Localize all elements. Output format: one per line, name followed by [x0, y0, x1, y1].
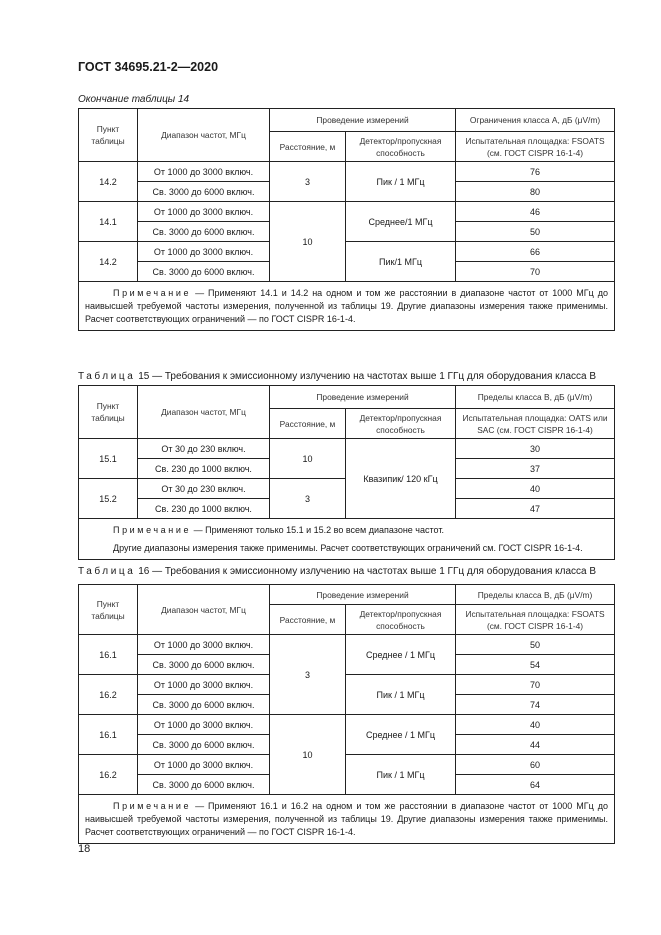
distance-cell: 10: [270, 202, 346, 282]
header-range: Диапазон частот, МГц: [138, 386, 270, 439]
detector-cell: Пик / 1 МГц: [346, 675, 456, 715]
table15-note: [79, 519, 615, 560]
distance-cell: 3: [270, 635, 346, 715]
range-cell: Св. 230 до 1000 включ.: [138, 459, 270, 479]
limit-cell: 74: [456, 695, 615, 715]
range-cell: Св. 3000 до 6000 включ.: [138, 222, 270, 242]
table-row: [79, 755, 615, 775]
detector-cell: Пик / 1 МГц: [346, 755, 456, 795]
table-row: [79, 242, 615, 262]
header-range: Диапазон частот, МГц: [138, 585, 270, 635]
header-limits: Пределы класса В, дБ (μV/m): [456, 386, 615, 409]
range-cell: Св. 3000 до 6000 включ.: [138, 735, 270, 755]
limit-cell: 50: [456, 635, 615, 655]
table16-caption: Таблица 16 — Требования к эмиссионному излучению на частотах выше 1 ГГц для оборудования класса В: [78, 566, 597, 577]
table14: [78, 108, 615, 331]
table16-note: [79, 795, 615, 844]
distance-cell: 3: [270, 479, 346, 519]
note-text-2: Другие диапазоны измерения также применимы. Расчет соответствующих ограничений см. ГОСТ CISPR 16-1-4.: [113, 543, 583, 553]
limit-cell: 50: [456, 222, 615, 242]
header-range: Диапазон частот, МГц: [138, 109, 270, 162]
item-cell: 15.2: [79, 479, 138, 519]
header-distance: Расстояние, м: [270, 605, 346, 635]
header-measurements: Проведение измерений: [270, 109, 456, 132]
item-cell: 14.2: [79, 162, 138, 202]
limit-cell: 66: [456, 242, 615, 262]
header-item: Пункт таблицы: [79, 386, 138, 439]
distance-cell: 3: [270, 162, 346, 202]
detector-cell: Среднее / 1 МГц: [346, 635, 456, 675]
table14-note: [79, 282, 615, 331]
page-number: 18: [78, 843, 91, 855]
table-row: [79, 715, 615, 735]
item-cell: 16.1: [79, 715, 138, 755]
header-item: Пункт таблицы: [79, 109, 138, 162]
detector-cell: Квазипик/ 120 кГц: [346, 439, 456, 519]
header-test-site: Испытательная площадка: FSOATS (см. ГОСТ CISPR 16-1-4): [456, 605, 615, 635]
header-limits: Ограничения класса А, дБ (μV/m): [456, 109, 615, 132]
header-limits: Пределы класса В, дБ (μV/m): [456, 585, 615, 605]
item-cell: 16.1: [79, 635, 138, 675]
limit-cell: 44: [456, 735, 615, 755]
range-cell: От 30 до 230 включ.: [138, 439, 270, 459]
table-row: [79, 162, 615, 182]
note-label: Примечание: [113, 288, 192, 298]
limit-cell: 47: [456, 499, 615, 519]
range-cell: Св. 230 до 1000 включ.: [138, 499, 270, 519]
limit-cell: 70: [456, 262, 615, 282]
detector-cell: Пик / 1 МГц: [346, 162, 456, 202]
header-test-site: Испытательная площадка: FSOATS (см. ГОСТ CISPR 16-1-4): [456, 132, 615, 162]
distance-cell: 10: [270, 715, 346, 795]
note-label: Примечание: [113, 801, 192, 811]
table16: [78, 584, 615, 844]
range-cell: От 1000 до 3000 включ.: [138, 755, 270, 775]
limit-cell: 40: [456, 479, 615, 499]
detector-cell: Пик/1 МГц: [346, 242, 456, 282]
limit-cell: 30: [456, 439, 615, 459]
detector-cell: Среднее / 1 МГц: [346, 715, 456, 755]
limit-cell: 64: [456, 775, 615, 795]
note-label: Примечание: [113, 525, 192, 535]
note-text: — Применяют 14.1 и 14.2 на одном и том же расстоянии в диапазоне частот от 1000 МГц до наивысшей требуемой частоты измерения, полученной из таблицы 19. Другие диапазоны измерения также применимы. Расчет соответствующих ограничений — по ГОСТ CISPR 16-1-4.: [85, 288, 609, 324]
limit-cell: 54: [456, 655, 615, 675]
table-row: [79, 439, 615, 459]
limit-cell: 46: [456, 202, 615, 222]
header-test-site: Испытательная площадка: OATS или SAC (см. ГОСТ CISPR 16-1-4): [456, 409, 615, 439]
item-cell: 15.1: [79, 439, 138, 479]
header-item: Пункт таблицы: [79, 585, 138, 635]
table-row: [79, 675, 615, 695]
table14-caption: Окончание таблицы 14: [78, 94, 190, 105]
item-cell: 16.2: [79, 755, 138, 795]
range-cell: От 1000 до 3000 включ.: [138, 242, 270, 262]
range-cell: От 30 до 230 включ.: [138, 479, 270, 499]
limit-cell: 70: [456, 675, 615, 695]
limit-cell: 40: [456, 715, 615, 735]
range-cell: От 1000 до 3000 включ.: [138, 675, 270, 695]
table-row: [79, 635, 615, 655]
header-detector: Детектор/пропускная способность: [346, 409, 456, 439]
table15-caption: Таблица 15 — Требования к эмиссионному излучению на частотах выше 1 ГГц для оборудования класса В: [78, 371, 597, 382]
range-cell: Св. 3000 до 6000 включ.: [138, 182, 270, 202]
range-cell: Св. 3000 до 6000 включ.: [138, 262, 270, 282]
limit-cell: 80: [456, 182, 615, 202]
header-detector: Детектор/пропускная способность: [346, 132, 456, 162]
range-cell: От 1000 до 3000 включ.: [138, 715, 270, 735]
header-measurements: Проведение измерений: [270, 585, 456, 605]
item-cell: 14.1: [79, 202, 138, 242]
range-cell: От 1000 до 3000 включ.: [138, 162, 270, 182]
table15: [78, 385, 615, 560]
limit-cell: 76: [456, 162, 615, 182]
limit-cell: 60: [456, 755, 615, 775]
note-text: — Применяют только 15.1 и 15.2 во всем диапазоне частот.: [191, 525, 444, 535]
distance-cell: 10: [270, 439, 346, 479]
header-measurements: Проведение измерений: [270, 386, 456, 409]
note-text: — Применяют 16.1 и 16.2 на одном и том же расстоянии в диапазоне частот от 1000 МГц до наивысшей требуемой частоты измерения, полученной из таблицы 19. Другие диапазоны измерения также применимы. Расчет соответствующих ограничений — по ГОСТ CISPR 16-1-4.: [85, 801, 609, 837]
range-cell: Св. 3000 до 6000 включ.: [138, 695, 270, 715]
table-row: [79, 202, 615, 222]
document-header: ГОСТ 34695.21-2—2020: [78, 60, 219, 74]
range-cell: Св. 3000 до 6000 включ.: [138, 655, 270, 675]
detector-cell: Среднее/1 МГц: [346, 202, 456, 242]
limit-cell: 37: [456, 459, 615, 479]
range-cell: От 1000 до 3000 включ.: [138, 635, 270, 655]
range-cell: От 1000 до 3000 включ.: [138, 202, 270, 222]
header-distance: Расстояние, м: [270, 409, 346, 439]
item-cell: 16.2: [79, 675, 138, 715]
header-distance: Расстояние, м: [270, 132, 346, 162]
range-cell: Св. 3000 до 6000 включ.: [138, 775, 270, 795]
item-cell: 14.2: [79, 242, 138, 282]
header-detector: Детектор/пропускная способность: [346, 605, 456, 635]
